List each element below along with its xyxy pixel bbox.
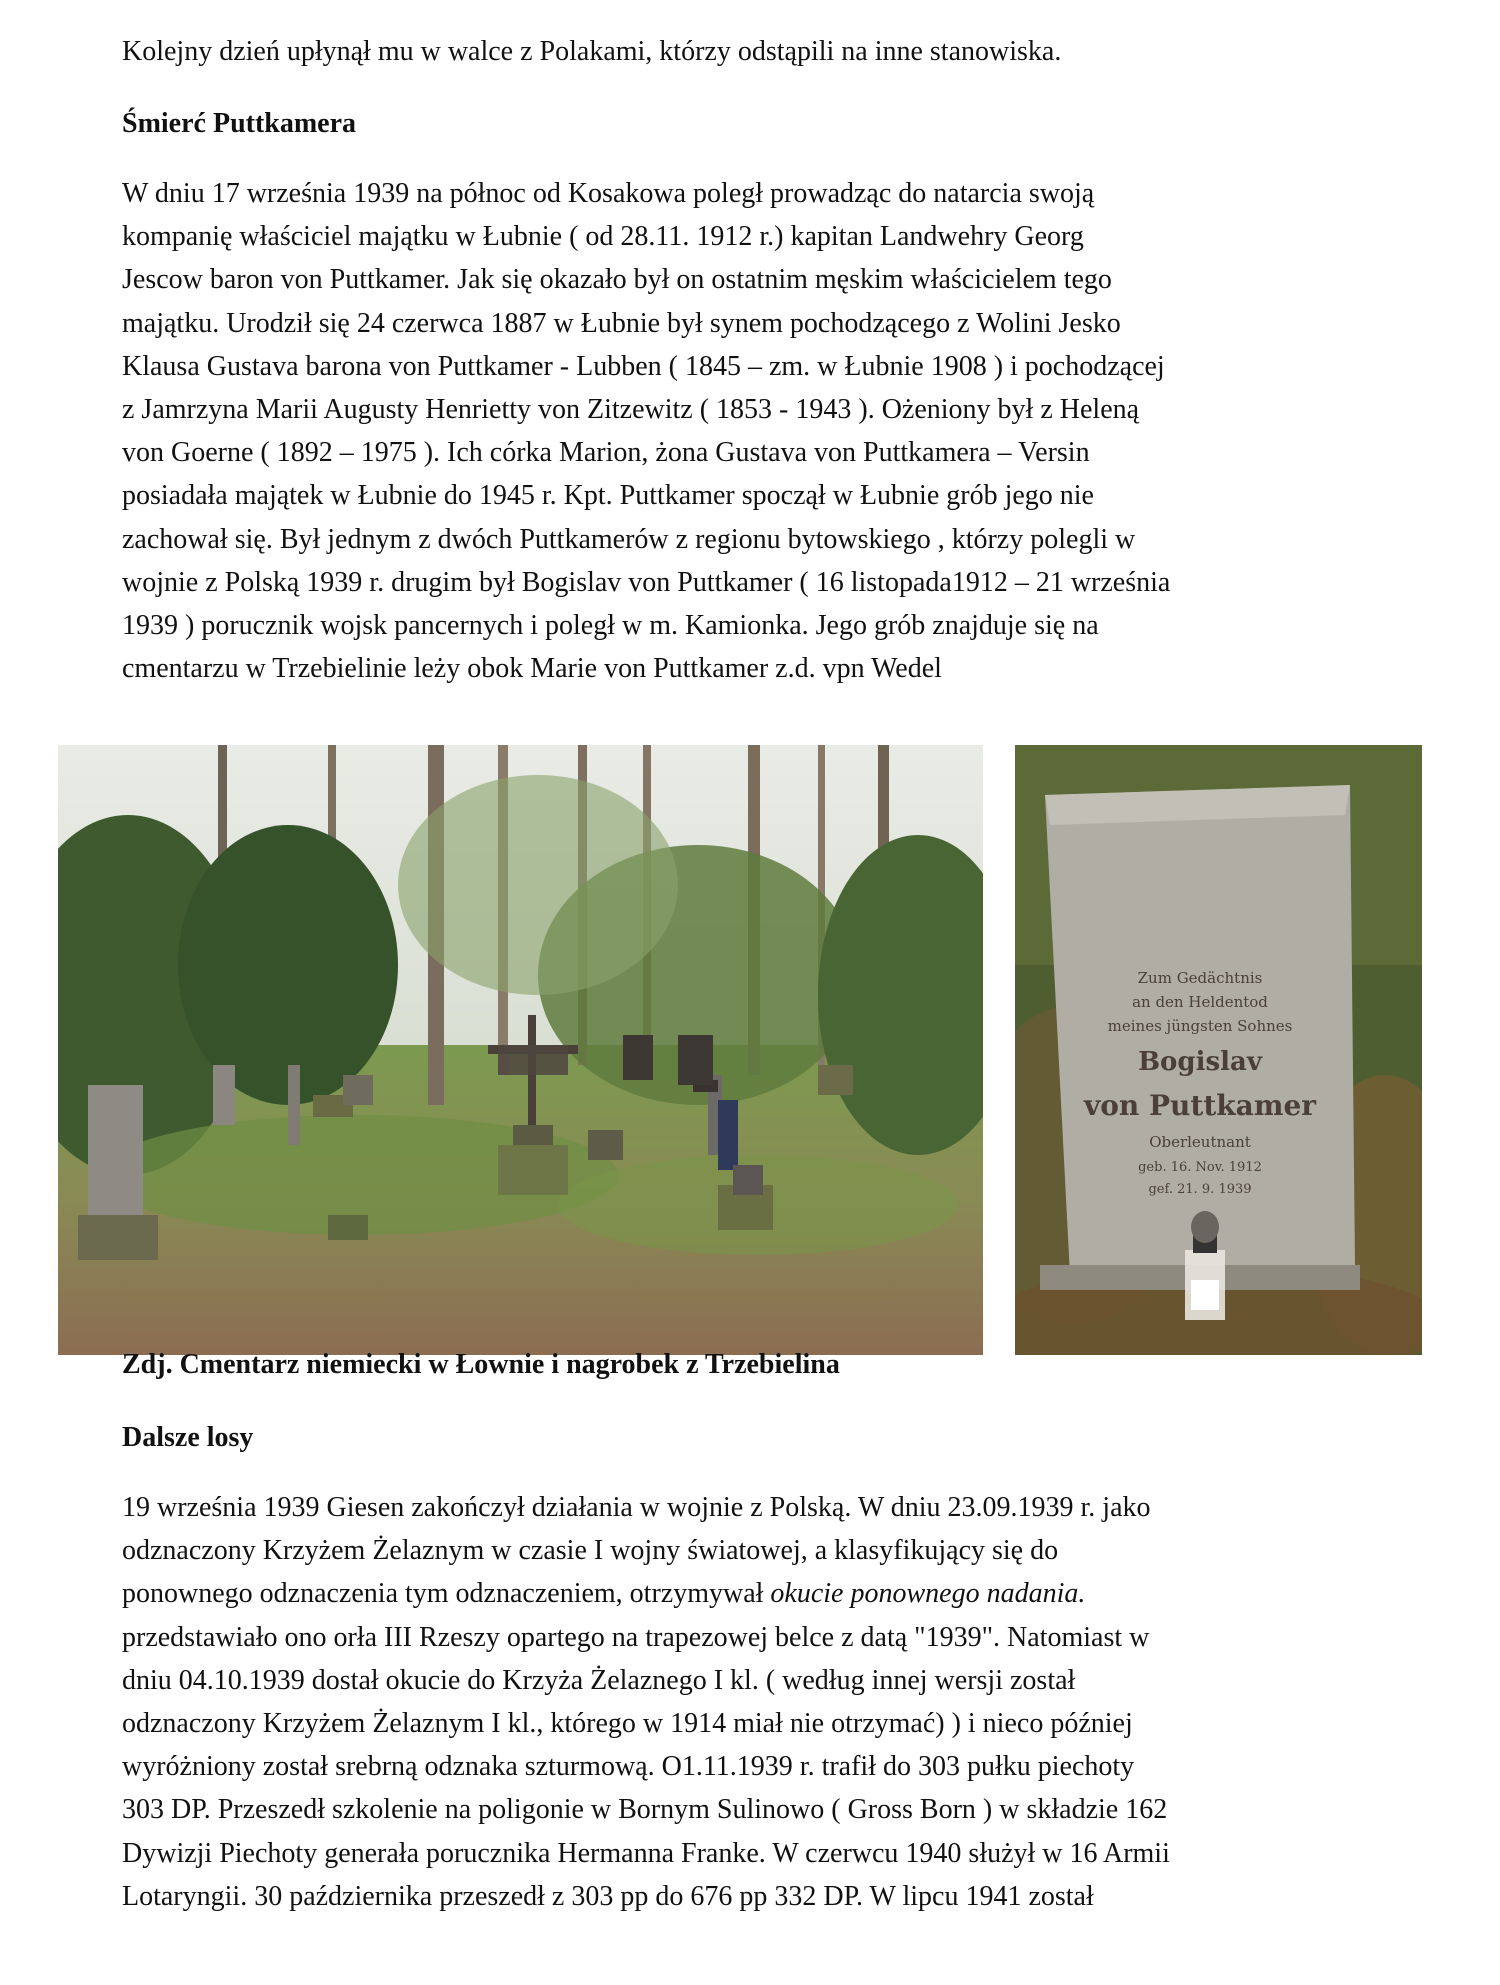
text-line: W dniu 17 września 1939 na północ od Kosakowa poległ prowadząc do natarcia swoją [122,178,1095,209]
text-line: z Jamrzyna Marii Augusty Henrietty von Zitzewitz ( 1853 - 1943 ). Ożeniony był z Heleną [122,394,1140,426]
text-line: wyróżniony został srebrną odznaka szturmową. O1.11.1939 r. trafił do 303 pułku piechoty [122,1751,1135,1783]
gravestone-photo [1015,745,1422,1355]
section1-paragraph [122,172,1392,690]
inscription-line: Oberleutnant [1149,1133,1251,1151]
text-line: 19 września 1939 Giesen zakończył działania w wojnie z Polską. W dniu 23.09.1939 r. jako [122,1492,1151,1523]
text-line: von Goerne ( 1892 – 1975 ). Ich córka Marion, żona Gustava von Puttkamera – Versin [122,437,1090,469]
intro-line: Kolejny dzień upłynął mu w walce z Polakami, którzy odstąpili na inne stanowiska. [122,36,1062,67]
text-line: odznaczony Krzyżem Żelaznym w czasie I wojny światowej, a klasyfikujący się do [122,1535,1059,1567]
italic-phrase: okucie ponownego nadania. [770,1578,1086,1610]
section2-paragraph [122,1486,1392,1918]
text-line: zachował się. Był jednym z dwóch Puttkamerów z regionu bytowskiego , którzy polegli w [122,523,1136,555]
text-line [122,1572,1392,1615]
inscription-line: an den Heldentod [1132,993,1268,1011]
text-line: odznaczony Krzyżem Żelaznym I kl., którego w 1914 miał nie otrzymać) ) i nieco później [122,1708,1133,1740]
section-heading-smierc: Śmierć Puttkamera [122,108,357,139]
text-line: Klausa Gustava barona von Puttkamer - Lubben ( 1845 – zm. w Łubnie 1908 ) i pochodzącej [122,350,1165,382]
text-line: dniu 04.10.1939 dostał okucie do Krzyża Żelaznego I kl. ( według innej wersji został [122,1664,1076,1696]
text-line: Lotaryngii. 30 października przeszedł z 303 pp do 676 pp 332 DP. W lipcu 1941 został [122,1880,1094,1912]
photo-caption: Zdj. Cmentarz niemiecki w Łownie i nagrobek z Trzebielina [122,1349,840,1380]
cemetery-photo [58,745,983,1355]
inscription-line: Bogislav [1138,1047,1262,1077]
text-line: majątku. Urodził się 24 czerwca 1887 w Łubnie był synem pochodzącego z Wolini Jesko [122,307,1121,339]
text-line: wojnie z Polską 1939 r. drugim był Bogislav von Puttkamer ( 16 listopada1912 – 21 września [122,566,1171,598]
text-line: Jescow baron von Puttkamer. Jak się okazało był on ostatnim męskim właścicielem tego [122,264,1112,296]
text-line: cmentarzu w Trzebielinie leży obok Marie von Puttkamer z.d. vpn Wedel [122,653,942,685]
section-heading-dalsze-losy: Dalsze losy [122,1422,254,1453]
inscription-line: Zum Gedächtnis [1137,969,1263,987]
inscription-line: gef. 21. 9. 1939 [1148,1182,1252,1197]
text-line: 303 DP. Przeszedł szkolenie na poligonie w Bornym Sulinowo ( Gross Born ) w składzie 162 [122,1794,1168,1826]
text-line: przedstawiało ono orła III Rzeszy opartego na trapezowej belce z datą "1939". Natomiast w [122,1621,1150,1653]
inscription-line: von Puttkamer [1083,1089,1317,1122]
text-line: 1939 ) porucznik wojsk pancernych i poległ w m. Kamionka. Jego grób znajduje się na [122,610,1099,642]
text-line: posiadała majątek w Łubnie do 1945 r. Kpt. Puttkamer spoczął w Łubnie grób jego nie [122,480,1094,512]
text-line: kompanię właściciel majątku w Łubnie ( od 28.11. 1912 r.) kapitan Landwehry Georg [122,221,1084,253]
text-segment: ponownego odznaczenia tym odznaczeniem, otrzymywał [122,1578,764,1610]
inscription-line: meines jüngsten Sohnes [1107,1017,1293,1035]
text-line: Dywizji Piechoty generała porucznika Hermanna Franke. W czerwcu 1940 służył w 16 Armii [122,1837,1170,1869]
inscription-line: geb. 16. Nov. 1912 [1138,1160,1262,1175]
